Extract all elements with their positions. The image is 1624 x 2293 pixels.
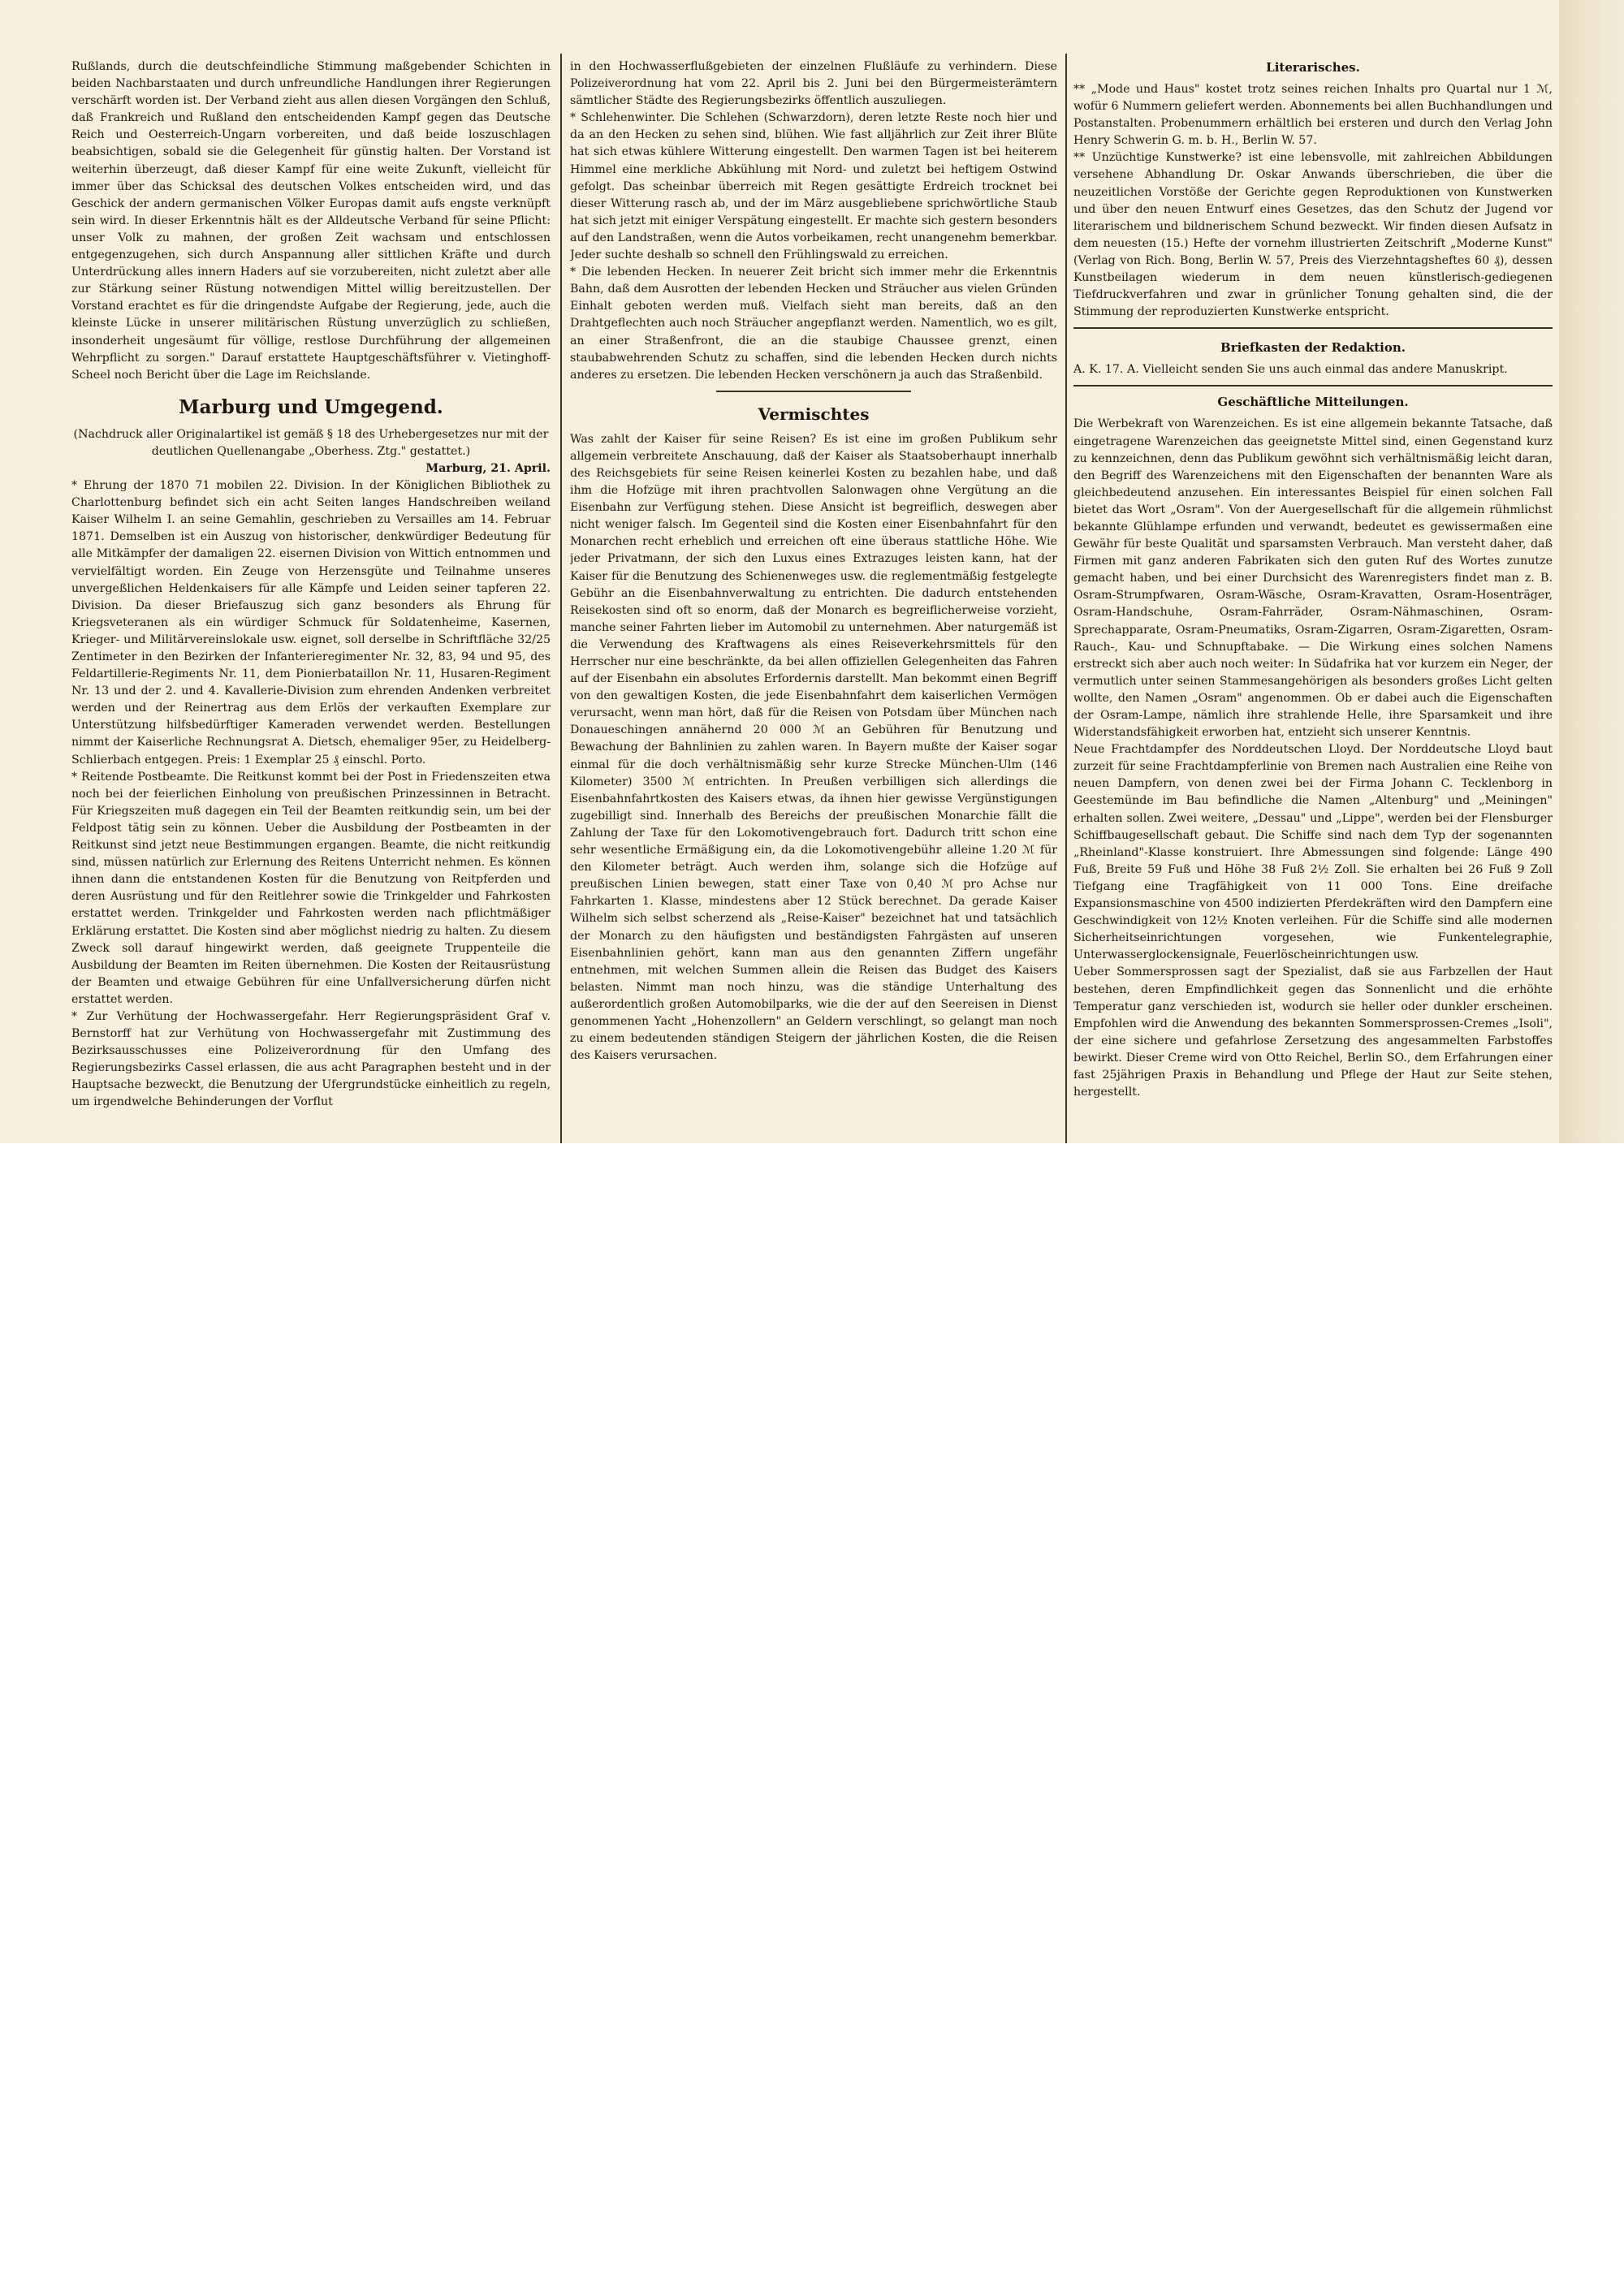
divider — [716, 391, 911, 392]
reprint-notice: (Nachdruck aller Originalartikel ist gemäß § 18 des Urhebergesetzes nur mit der deutlichen Quellenangabe „Oberhess. Ztg." gestattet.) — [73, 427, 549, 458]
column-right — [1073, 58, 1553, 1143]
article-hochwassergefahr: * Zur Verhütung der Hochwassergefahr. Herr Regierungspräsident Graf v. Bernstorff hat zur Verhütung von Hochwassergefahr mit Zustimmung des Bezirksausschusses eine Polizeiverordnung für den Umfang des Regierungsbezirks Cassel erlassen, die aus acht Paragraphen besteht und in der Hauptsache bezweckt, die Benutzung der Ufergrundstücke einheitlich zu regeln, um irgendwelche Behinderungen der Vorflut — [71, 1009, 551, 1109]
newspaper-page — [0, 0, 1559, 1143]
article-ehrung-division: * Ehrung der 1870 71 mobilen 22. Division. In der Königlichen Bibliothek zu Charlottenburg befindet sich ein acht Seiten langes Handschreiben weiland Kaiser Wilhelm I. an seine Gemahlin, geschrieben zu Versailles am 14. Februar 1871. Demselben ist ein Auszug von historischer, denkwürdiger Bedeutung für alle Mitkämpfer der damaligen 22. eisernen Division von Wittich entnommen und vervielfältigt worden. Ein Zeuge von Herzensgüte und Teilnahme unseres unvergeßlichen Heldenkaisers für alle Kämpfe und Leiden seiner tapferen 22. Division. Da dieser Briefauszug sich ganz besonders als Ehrung für Kriegsveteranen als ein würdiger Schmuck für Soldatenheime, Kasernen, Krieger- und Militärvereinslokale usw. eignet, soll derselbe in Schriftfläche 32/25 Zentimeter in den Bezirken der Infanterieregimenter Nr. 32, 83, 94 und 95, des Feldartillerie-Regiments Nr. 11, dem Pionierbataillon Nr. 11, Husaren-Regiment Nr. 13 und der 2. und 4. Kavallerie-Division zum ehrenden Andenken verbreitet werden und der Reinertrag aus dem Erlös der verkauften Exemplare zur Unterstützung hilfsbedürftiger Kameraden verwendet werden. Bestellungen nimmt der Kaiserliche Rechnungsrat A. Dietsch, ehemaliger 95er, zu Heidelberg-Schlierbach entgegen. Preis: 1 Exemplar 25 ₰ einschl. Porto. — [71, 479, 551, 766]
article-kaiser-reisen: Was zahlt der Kaiser für seine Reisen? Es ist eine im großen Publikum sehr allgemein verbreitete Anschauung, daß der Kaiser als Staatsoberhaupt innerhalb des Reichsgebiets für seine Reisen keinerlei Kosten zu bezahlen habe, und daß ihm die Hofzüge mit ihren prachtvollen Salonwagen ohne Vergütung an die Eisenbahn zur Verfügung stehen. Diese Ansicht ist begreiflich, deswegen aber nicht weniger falsch. Im Gegenteil sind die Kosten einer Eisenbahnfahrt für den Monarchen recht erheblich und erreichen oft eine überaus stattliche Höhe. Wie jeder Privatmann, der sich den Luxus eines Extrazuges leisten kann, hat der Kaiser für die Benutzung des Schienenweges usw. die reglementmäßig festgelegte Gebühr an die Eisenbahnverwaltung zu entrichten. Die dadurch entstehenden Reisekosten sind oft so enorm, daß der Monarch es begreiflicherweise vorzieht, manche seiner Fahrten lieber im Automobil zu unternehmen. Aber naturgemäß ist die Verwendung des Kraftwagens als eines Reiseverkehrsmittels für den Herrscher nur eine beschränkte, da bei allen offiziellen Gelegenheiten das Fahren auf der Eisenbahn ein absolutes Erfordernis darstellt. Man bekommt einen Begriff von den gewaltigen Kosten, die jede Eisenbahnfahrt dem kaiserlichen Vermögen verursacht, wenn man hört, daß für die Reisen von Potsdam über München nach Donaueschingen annähernd 20 000 ℳ an Gebühren für Benutzung und Bewachung der Bahnlinien zu zahlen waren. In Bayern mußte der Kaiser sogar einmal für die doch verhältnismäßig sehr kurze Strecke München-Ulm (146 Kilometer) 3500 ℳ entrichten. In Preußen verbilligen sich allerdings die Eisenbahnfahrtkosten des Kaisers etwas, da ihnen hier gewisse Vergünstigungen zugebilligt sind. Innerhalb des Bereichs der preußischen Monarchie fällt die Zahlung der Taxe für den Lokomotivengebrauch fort. Dadurch tritt schon eine sehr wesentliche Ermäßigung ein, da die Lokomotivengebühr alleine 1.20 ℳ für den Kilometer beträgt. Auch werden ihm, solange sich die Hofzüge auf preußischen Linien bewegen, statt einer Taxe von 0,40 ℳ pro Achse nur Fahrkarten 1. Klasse, mindestens aber 12 Stück berechnet. Da gerade Kaiser Wilhelm sich selbst scherzend als „Reise-Kaiser" bezeichnet hat und tatsächlich der Monarch zu den häufigsten und beständigsten Fahrgästen auf unseren Eisenbahnlinien gehört, kann man aus den genannten Ziffern ungefähr entnehmen, mit welchen Summen allein die Reisen das Budget des Kaisers belasten. Nimmt man noch hinzu, was die ständige Unterhaltung des außerordentlich großen Automobilparks, wie die der auf den Seereisen in Dienst genommenen Yacht „Hohenzollern" an Geldern verschlingt, so gelangt man noch zu einem bedeutenden ständigen Steigern der jährlichen Kosten, die die Reisen des Kaisers verursachen. — [570, 432, 1057, 1063]
article-frachtdampfer: Neue Frachtdampfer des Norddeutschen Lloyd. Der Norddeutsche Lloyd baut zurzeit für seine Frachtdampferlinie von Bremen nach Australien eine Reihe von neuen Dampfern, von denen zwei bei der Firma Johann C. Tecklenborg in Geestemünde im Bau befindliche die Namen „Altenburg" und „Meiningen" erhalten sollen. Zwei weitere, „Dessau" und „Lippe", werden bei der Flensburger Schiffbaugesellschaft gebaut. Die Schiffe sind nach dem Typ der sogenannten „Rheinland"-Klasse konstruiert. Ihre Abmessungen sind folgende: Länge 490 Fuß, Breite 59 Fuß und Höhe 38 Fuß 2½ Zoll. Sie erhalten bei 26 Fuß 9 Zoll Tiefgang eine Tragfähigkeit von 11 000 Tons. Eine dreifache Expansionsmaschine von 4500 indizierten Pferdekräften wird den Dampfern eine Geschwindigkeit von 12½ Knoten verleihen. Für die Schiffe sind alle modernen Sicherheitseinrichtungen vorgesehen, wie Funkentelegraphie, Unterwasserglockensignale, Feuerlöscheinrichtungen usw. — [1073, 743, 1553, 962]
article-sommersprossen: Ueber Sommersprossen sagt der Spezialist, daß sie aus Farbzellen der Haut bestehen, deren Empfindlichkeit gegen das Sonnenlicht und die erhöhte Temperatur ganz verschieden ist, wodurch sie heller oder dunkler erscheinen. Empfohlen wird die Anwendung des bekannten Sommersprossen-Cremes „Isoli", der eine sichere und gefahrlose Zersetzung des angesammelten Farbstoffes bewirkt. Dieser Creme wird von Otto Reichel, Berlin SO., dem Erfahrungen einer fast 25jährigen Praxis in Behandlung und Pflege der Haut zur Seite stehen, hergestellt. — [1073, 965, 1553, 1099]
divider — [1073, 327, 1553, 329]
article-lebende-hecken: * Die lebenden Hecken. In neuerer Zeit bricht sich immer mehr die Erkenntnis Bahn, daß dem Ausrotten der lebenden Hecken und Sträucher aus vielen Gründen Einhalt geboten werden muß. Vielfach sieht man bereits, daß an den Drahtgeflechten auch noch Sträucher angepflanzt werden. Namentlich, wo es gilt, an einer Straßenfront, die an die staubige Chaussee grenzt, einen staubabwehrenden Schutz zu schaffen, sind die lebenden Hecken durch nichts anderes zu ersetzen. Die lebenden Hecken verschönern ja auch das Straßenbild. — [570, 266, 1057, 382]
article-schlehenwinter: * Schlehenwinter. Die Schlehen (Schwarzdorn), deren letzte Reste noch hier und da an den Hecken zu sehen sind, blühen. Wie fast alljährlich zur Zeit ihrer Blüte hat sich etwas kühlere Witterung eingestellt. Den warmen Tagen ist bei heiterem Himmel eine merkliche Abkühlung mit Nord- und zuletzt bei heftigem Ostwind gefolgt. Das scheinbar überreich mit Regen gesättigte Erdreich trocknet bei dieser Witterung rasch ab, und der im März ausgebliebene sprichwörtliche Staub hat sich jetzt mit einiger Verspätung eingestellt. Er machte sich gestern besonders auf den Landstraßen, wenn die Autos vorbeikamen, recht unangenehm bemerkbar. Jeder suchte deshalb so schnell den Frühlingswald zu erreichen. — [570, 111, 1057, 262]
section-heading-geschaeftliche-mitteilungen: Geschäftliche Mitteilungen. — [1217, 395, 1409, 410]
article-unzuechtige-kunstwerke: ** Unzüchtige Kunstwerke? ist eine lebensvolle, mit zahlreichen Abbildungen versehene Abhandlung Dr. Oskar Anwands überschrieben, die über die neuzeitlichen Vorstöße der Gerichte gegen Reproduktionen von Kunstwerken und über den neuen Entwurf eines Gesetzes, das den Schutz der Jugend vor literarischem und bildnerischem Schund bezweckt. Wir finden diesen Aufsatz in dem neuesten (15.) Hefte der vornehm illustrierten Zeitschrift „Moderne Kunst" (Verlag von Rich. Bong, Berlin W. 57, Preis des Vierzehntagsheftes 60 ₰), dessen Kunstbeilagen wiederum in dem neuen künstlerisch-gediegenen Tiefdruckverfahren und zwar in grünlicher Tonung gehalten sind, die der Stimmung der reproduzierten Kunstwerke entspricht. — [1073, 151, 1553, 319]
article-reitende-postbeamte: * Reitende Postbeamte. Die Reitkunst kommt bei der Post in Friedenszeiten etwa noch bei der feierlichen Einholung von preußischen Prinzessinnen in Betracht. Für Kriegszeiten muß dagegen ein Teil der Beamten reitkundig sein, um bei der Feldpost tätig sein zu können. Ueber die Ausbildung der Postbeamten in der Reitkunst sind jetzt neue Bestimmungen ergangen. Beamte, die nicht reitkundig sind, müssen natürlich zur Erlernung des Reitens Unterricht nehmen. Es können ihnen dann die entstandenen Kosten für die Benutzung von Reitpferden und deren Ausrüstung und für den Reitlehrer sowie die Trinkgelder und Fahrkosten erstattet werden. Trinkgelder und Fahrkosten werden nach pflichtmäßiger Erklärung erstattet. Die Kosten sind aber möglichst niedrig zu halten. Zu diesem Zweck soll darauf hingewirkt werden, daß geeignete Truppenteile die Ausbildung der Beamten im Reiten übernehmen. Die Kosten der Reitausrüstung der Beamten und etwaige Gebühren für eine Unfallversicherung dürfen nicht erstattet werden. — [71, 770, 551, 1006]
column-divider — [560, 54, 562, 1143]
column-divider — [1065, 54, 1067, 1143]
section-heading-vermischtes: Vermischtes — [758, 404, 870, 424]
divider — [1073, 385, 1553, 386]
page-edge — [1559, 0, 1624, 1143]
column-middle — [570, 58, 1057, 1143]
section-heading-briefkasten: Briefkasten der Redaktion. — [1220, 340, 1406, 356]
article-hochwassergefahr-continuation: in den Hochwasserflußgebieten der einzelnen Flußläufe zu verhindern. Diese Polizeiverordnung hat vom 22. April bis 2. Juni bei den Bürgermeisterämtern sämtlicher Städte des Regierungsbezirks öffentlich auszuliegen. — [570, 60, 1057, 108]
section-heading-literarisches: Literarisches. — [1266, 60, 1360, 75]
column-left — [71, 58, 551, 1143]
dateline: Marburg, 21. April. — [425, 461, 551, 475]
section-heading-marburg: Marburg und Umgegend. — [179, 395, 443, 418]
letter-reply: A. K. 17. A. Vielleicht senden Sie uns auch einmal das andere Manuskript. — [1073, 363, 1508, 377]
article-warenzeichen: Die Werbekraft von Warenzeichen. Es ist eine allgemein bekannte Tatsache, daß eingetragene Warenzeichen das geeignetste Mittel sind, einen Gegenstand kurz zu kennzeichnen, denn das Publikum gewöhnt sich verhältnismäßig leicht daran, den Begriff des Warenzeichens mit den Eigenschaften der benannten Ware als gleichbedeutend anzusehen. Ein interessantes Beispiel für einen solchen Fall bietet das Wort „Osram". Von der Auergesellschaft für die allgemein rühmlichst bekannte Glühlampe erfunden und verwandt, bedeutet es gewissermaßen eine Gewähr für beste Qualität und sparsamsten Verbrauch. Man versteht daher, daß Firmen mit ganz anderen Fabrikaten sich den guten Ruf des Wortes zunutze gemacht haben, und bei einer Durchsicht des Warenregisters findet man z. B. Osram-Strumpfwaren, Osram-Wäsche, Osram-Kravatten, Osram-Hosenträger, Osram-Handschuhe, Osram-Fahrräder, Osram-Nähmaschinen, Osram-Sprechapparate, Osram-Pneumatiks, Osram-Zigarren, Osram-Zigaretten, Osram-Rauch-, Kau- und Schnupftabake. — Die Wirkung eines solchen Namens erstreckt sich aber auch noch weiter: In Südafrika hat vor kurzem ein Neger, der vermutlich unter seinen Stammesangehörigen als besonders großes Licht gelten wollte, den Namen „Osram" angenommen. Ob er dabei auch die Eigenschaften der Osram-Lampe, nämlich ihre strahlende Helle, ihre Sparsamkeit und ihre Widerstandsfähigkeit erworben hat, entzieht sich unserer Kenntnis. — [1073, 417, 1553, 740]
article-mode-und-haus: ** „Mode und Haus" kostet trotz seines reichen Inhalts pro Quartal nur 1 ℳ, wofür 6 Nummern geliefert werden. Abonnements bei allen Buchhandlungen und Postanstalten. Probenummern erhältlich bei ersteren und durch den Verlag John Henry Schwerin G. m. b. H., Berlin W. 57. — [1073, 83, 1553, 148]
article-alldeutscher-verband-continuation: Rußlands, durch die deutschfeindliche Stimmung maßgebender Schichten in beiden Nachbarstaaten und durch unfreundliche Handlungen ihrer Regierungen verschärft worden ist. Der Verband zieht aus allen diesen Vorgängen den Schluß, daß Frankreich und Rußland den entscheidenden Kampf gegen das Deutsche Reich und Oesterreich-Ungarn vorbereiten, und daß beide loszuschlagen beabsichtigen, sobald sie die Gelegenheit für günstig halten. Der Vorstand ist weiterhin überzeugt, daß dieser Kampf für eine weite Zukunft, vielleicht für immer über das Schicksal des deutschen Volkes entscheiden wird, und das Geschick der andern germanischen Völker Europas damit aufs engste verknüpft sein wird. In dieser Erkenntnis hält es der Alldeutsche Verband für seine Pflicht: unser Volk zu mahnen, der großen Zeit wachsam und entschlossen entgegenzugehen, sich durch Anspannung aller sittlichen Kräfte und durch Unterdrückung alles innern Haders auf sie vorzubereiten, nicht zuletzt aber alle zur Stärkung seiner Rüstung notwendigen Mittel willig bereitzustellen. Der Vorstand erachtet es für die dringendste Aufgabe der Regierung, jede, auch die kleinste Lücke in unserer militärischen Rüstung unverzüglich zu schließen, insonderheit ungesäumt für völlige, restlose Durchführung der allgemeinen Wehrpflicht zu sorgen." Darauf erstattete Hauptgeschäftsführer v. Vietinghoff-Scheel noch Bericht über die Lage im Reichslande. — [71, 60, 551, 382]
